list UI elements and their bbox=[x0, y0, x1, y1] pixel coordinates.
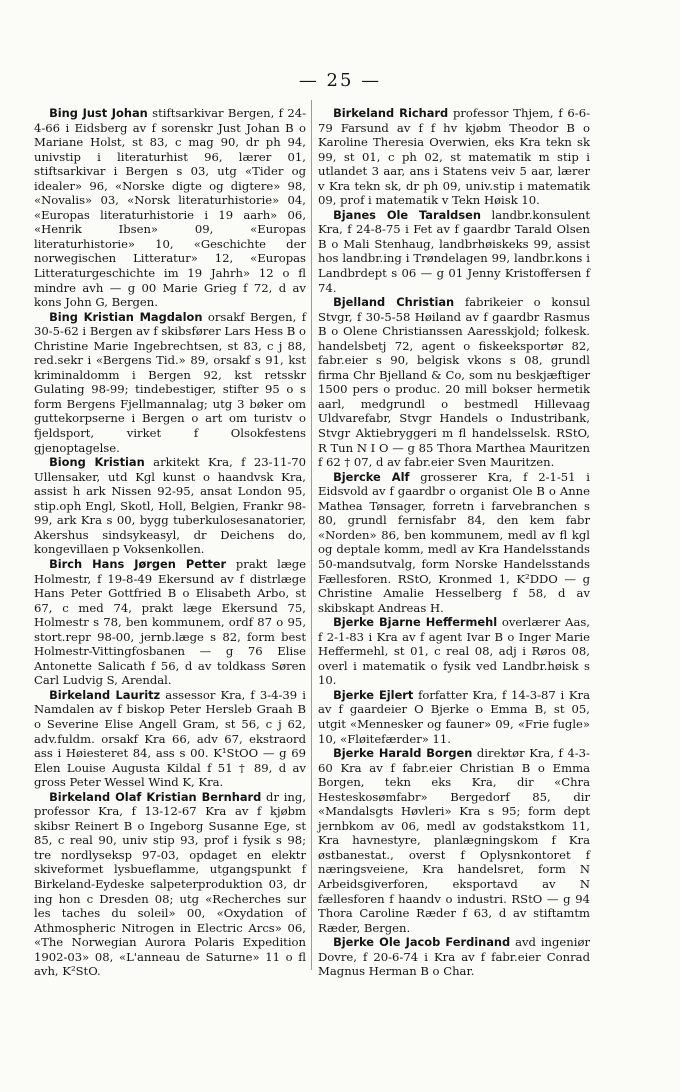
entry-name: Birkeland Olaf Kristian Bernhard bbox=[49, 789, 262, 804]
entry-name: Bing Just Johan bbox=[49, 106, 148, 120]
entry-text: professor Thjem, f 6-6-79 Farsund av f f hv kjøbm Theodor B o Karoline Theresia Overwien, eks Kra tekn sk 99, st 01, c ph 02, st matematik m stip i utlandet 3 aar, ans i Statens veiv 5 aar, lærer v Kra tekn sk, dr ph 09, univ.stip i matematik 09, prof i matematik v Tekn Høisk 10. bbox=[318, 106, 590, 208]
entry-bjerke-ejlert bbox=[318, 688, 590, 746]
entry-name: Bjerke Ejlert bbox=[333, 687, 414, 702]
entry-name: Bjerke Bjarne Heffermehl bbox=[333, 615, 498, 630]
column-divider bbox=[311, 100, 312, 970]
entry-name: Birkeland Richard bbox=[333, 106, 449, 120]
entry-text: orsakf Bergen, f 30-5-62 i Bergen av f skibsfører Lars Hess B o Christine Marie Ingebrechtsen, st 83, c j 88, red.sekr i «Bergens Tid.» 89, orsakf s 91, kst kriminaldomm i Bergen 92, kst retsskr Gulating 98-99; tindebestiger, stifter 95 o s form Bergens Fjellmannalag; utg 3 bøker om guttekorpserne i Bergen o art om turistv o fjeldsport, virket f Olsokfestens gjenoptagelse. bbox=[34, 309, 306, 455]
left-column bbox=[34, 106, 306, 979]
entry-bjerke-ole-jacob-ferdinand bbox=[318, 935, 590, 979]
entry-bing-just-johan bbox=[34, 106, 306, 310]
entry-text: grosserer Kra, f 2-1-51 i Eidsvold av f gaardbr o organist Ole B o Anne Mathea Tønsager, forretn i farvebranchen s 80, grundl fernisfabr 84, den kem fabr «Norden» 86, ben kommunem, medl av fl kgl og deptale komm, medl av Kra Handelsstands 50-mandsutvalg, form Norske Handelsstands Fællesforen. RStO, Kronmed 1, K²DDO — g Christine Amalie Hesselberg f 58, d av skibskapt Andreas H. bbox=[318, 469, 590, 615]
entry-name: Bjerke Harald Borgen bbox=[333, 746, 473, 761]
entry-name: Bjanes Ole Taraldsen bbox=[333, 207, 481, 222]
entry-text: fabrikeier o konsul Stvgr, f 30-5-58 Høiland av f gaardbr Rasmus B o Olene Christianssen Aaresskjold; folkesk. handelsbetj 72, agent o fiskeeksportør 82, fabr.eier s 90, belgisk vkons s 08, grundl firma Chr Bjelland & Co, som nu beskjæftiger 1500 pers o produc. 20 mill bokser hermetik aarl, medgrundl o bestmedl Hillevaag Uldvarefabr, Stvgr Handels o Industribank, Stvgr Aktiebryggeri m fl handelsselsk. RStO, R Tun N I O — g 85 Thora Marthea Mauritzen f 62 † 07, d av fabr.eier Sven Mauritzen. bbox=[318, 295, 591, 470]
entry-name: Bjerke Ole Jacob Ferdinand bbox=[333, 935, 511, 950]
entry-birch-hans-jorgen-petter bbox=[34, 557, 306, 688]
entry-biong-kristian bbox=[34, 455, 306, 557]
entry-text: prakt læge Holmestr, f 19-8-49 Ekersund av f distrlæge Hans Peter Gottfried B o Elisabeth Arbo, st 67, c med 74, prakt læge Ekersund 75, Holmestr s 78, ben kommunem, ordf 87 o 95, stort.repr 98-00, jernb.læge s 82, form best Holmestr-Vittingfosbanen — g 76 Elise Antonette Salicath f 56, d av toldkass Søren Carl Ludvig S, Arendal. bbox=[34, 556, 306, 688]
entry-bjerke-harald-borgen bbox=[318, 746, 590, 935]
page-number: — 25 — bbox=[298, 70, 382, 91]
entry-text: assessor Kra, f 3-4-39 i Namdalen av f biskop Peter Hersleb Graah B o Severine Elise Angell Gram, st 56, c j 62, adv.fuldm. orsakf Kra 66, adv 67, ekstraord ass i Høiesteret 84, ass s 00. K¹StOO — g 69 Elen Louise Augusta Kildal f 51 † 89, d av gross Peter Wessel Wind K, Kra. bbox=[34, 687, 306, 790]
entry-text: forfatter Kra, f 14-3-87 i Kra av f gaardeier O Bjerke o Emma B, st 05, utgit «Mennesker og fauner» 09, «Frie fugle» 10, «Fløitefærder» 11. bbox=[318, 687, 590, 746]
entry-name: Birch Hans Jørgen Petter bbox=[49, 556, 227, 571]
entry-birkeland-olaf-kristian-bernhard bbox=[34, 790, 306, 979]
entry-text: direktør Kra, f 4-3-60 Kra av f fabr.eier Christian B o Emma Borgen, tekn eks Kra, dir «Chra Hesteskosømfabr» Bergedorf 85, dir «Mandalsgts Høvleri» Kra s 95; form dept jernbkom av 06, medl av godstakstkom 11, Kra havnestyre, planlægningskom f Kra østbanestat., overst f Oplysnkontoret f næringsveiene, Kra handelsret, form N Arbeidsgiverforen, eksportavd av N fællesforen f haandv o industri. RStO — g 94 Thora Caroline Ræder f 63, d av stiftamtm Ræder, Bergen. bbox=[318, 746, 590, 935]
entry-name: Bjercke Alf bbox=[333, 469, 410, 484]
entry-bjerke-bjarne-heffermehl bbox=[318, 615, 590, 688]
entry-text: avd ingeniør Dovre, f 20-6-74 i Kra av f fabr.eier Conrad Magnus Herman B o Char. bbox=[318, 935, 590, 979]
entry-text: stiftsarkivar Bergen, f 24-4-66 i Eidsberg av f sorenskr Just Johan B o Mariane Holst, st 83, c mag 90, dr ph 94, univstip i literaturhist 96, lærer 01, stiftsarkivar i Bergen s 03, utg «Tider og idealer» 96, «Norske digte og digtere» 98, «Novalis» 03, «Norsk literaturhistorie» 04, «Europas literaturhistorie i 19 aarh» 06, «Henrik Ibsen» 09, «Europas literaturhistorie» 10, «Geschichte der norwegischen Litteratur» 12, «Europas Litteraturgeschichte im 19 Jahrh» 12 o fl mindre avh — g 00 Marie Grieg f 72, d av kons John G, Bergen. bbox=[34, 106, 306, 310]
entry-text: arkitekt Kra, f 23-11-70 Ullensaker, utd Kgl kunst o haandvsk Kra, assist h ark Nissen 92-95, ansat London 95, stip.oph Engl, Skotl, Holl, Belgien, Frankr 98-99, ark Kra s 00, bygg tuberkulosesanatorier, Akershus sindsykeasyl, dr Deichens do, kongevillaen p Voksenkollen. bbox=[34, 455, 306, 557]
entry-name: Biong Kristian bbox=[49, 455, 145, 470]
entry-text: overlærer Aas, f 2-1-83 i Kra av f agent Ivar B o Inger Marie Heffermehl, st 01, c real 08, adj i Røros 08, overl i matematik o fysik ved Landbr.høisk s 10. bbox=[318, 615, 590, 688]
entry-bjelland-christian bbox=[318, 295, 590, 470]
entry-name: Bjelland Christian bbox=[333, 295, 455, 310]
entry-birkeland-lauritz bbox=[34, 688, 306, 790]
entry-text: dr ing, professor Kra, f 13-12-67 Kra av f kjøbm skibsr Reinert B o Ingeborg Susanne Ege, st 85, c real 90, univ stip 93, prof i fysik s 98; tre nordlyseksp 97-03, opdaget en elektr skiveformet lysbueflamme, utgangspunkt f Birkeland-Eydeske salpeterproduktion 03, dr ing hon c Dresden 08; utg «Recherches sur les taches du soleil» 00, «Oxydation of Athmospheric Nitrogen in Electric Arcs» 06, «The Norwegian Aurora Polaris Expedition 1902-03» 08, «L'anneau de Saturne» 11 o fl avh, K²StO. bbox=[34, 789, 307, 979]
entry-name: Bing Kristian Magdalon bbox=[49, 309, 203, 324]
entry-text: landbr.konsulent Kra, f 24-8-75 i Fet av f gaardbr Tarald Olsen B o Mali Stenhaug, landbrhøiskeks 99, assist hos landbr.ing i Trøndelagen 99, landbr.kons i Landbrdept s 06 — g 01 Jenny Kristoffersen f 74. bbox=[318, 207, 590, 295]
entry-birkeland-richard bbox=[318, 106, 590, 208]
entry-name: Birkeland Lauritz bbox=[49, 687, 161, 702]
right-column bbox=[318, 106, 590, 979]
entry-bing-kristian-magdalon bbox=[34, 310, 306, 455]
entry-bjanes-ole-taraldsen bbox=[318, 208, 590, 295]
entry-bjercke-alf bbox=[318, 470, 590, 615]
